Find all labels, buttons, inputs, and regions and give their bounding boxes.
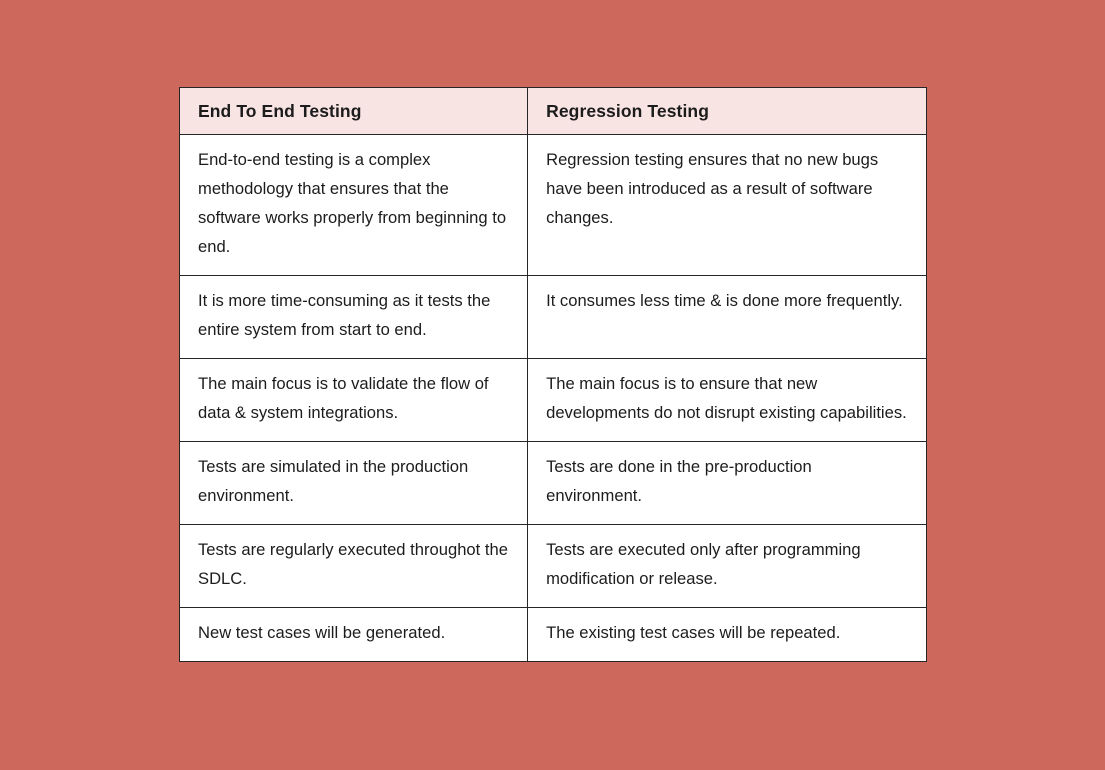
table-row	[180, 359, 927, 442]
table-cell: Tests are regularly executed throughot the SDLC.	[180, 525, 528, 608]
table-cell: The main focus is to validate the flow of data & system integrations.	[180, 359, 528, 442]
table-cell: Tests are executed only after programming modification or release.	[528, 525, 927, 608]
table-row	[180, 135, 927, 276]
table-cell: The existing test cases will be repeated.	[528, 608, 927, 662]
header-row	[180, 88, 927, 135]
table-row	[180, 525, 927, 608]
table-cell: New test cases will be generated.	[180, 608, 528, 662]
table-cell: End-to-end testing is a complex methodology that ensures that the software works properly from beginning to end.	[180, 135, 528, 276]
table-cell: It is more time-consuming as it tests the entire system from start to end.	[180, 276, 528, 359]
table-cell: It consumes less time & is done more frequently.	[528, 276, 927, 359]
table-cell: Tests are simulated in the production environment.	[180, 442, 528, 525]
table-row	[180, 276, 927, 359]
comparison-table	[179, 87, 927, 662]
table-row	[180, 608, 927, 662]
column-header-end-to-end-testing: End To End Testing	[180, 88, 528, 135]
table-cell: The main focus is to ensure that new developments do not disrupt existing capabilities.	[528, 359, 927, 442]
column-header-regression-testing: Regression Testing	[528, 88, 927, 135]
table-cell: Regression testing ensures that no new bugs have been introduced as a result of software changes.	[528, 135, 927, 276]
table-cell: Tests are done in the pre-production environment.	[528, 442, 927, 525]
table-row	[180, 442, 927, 525]
